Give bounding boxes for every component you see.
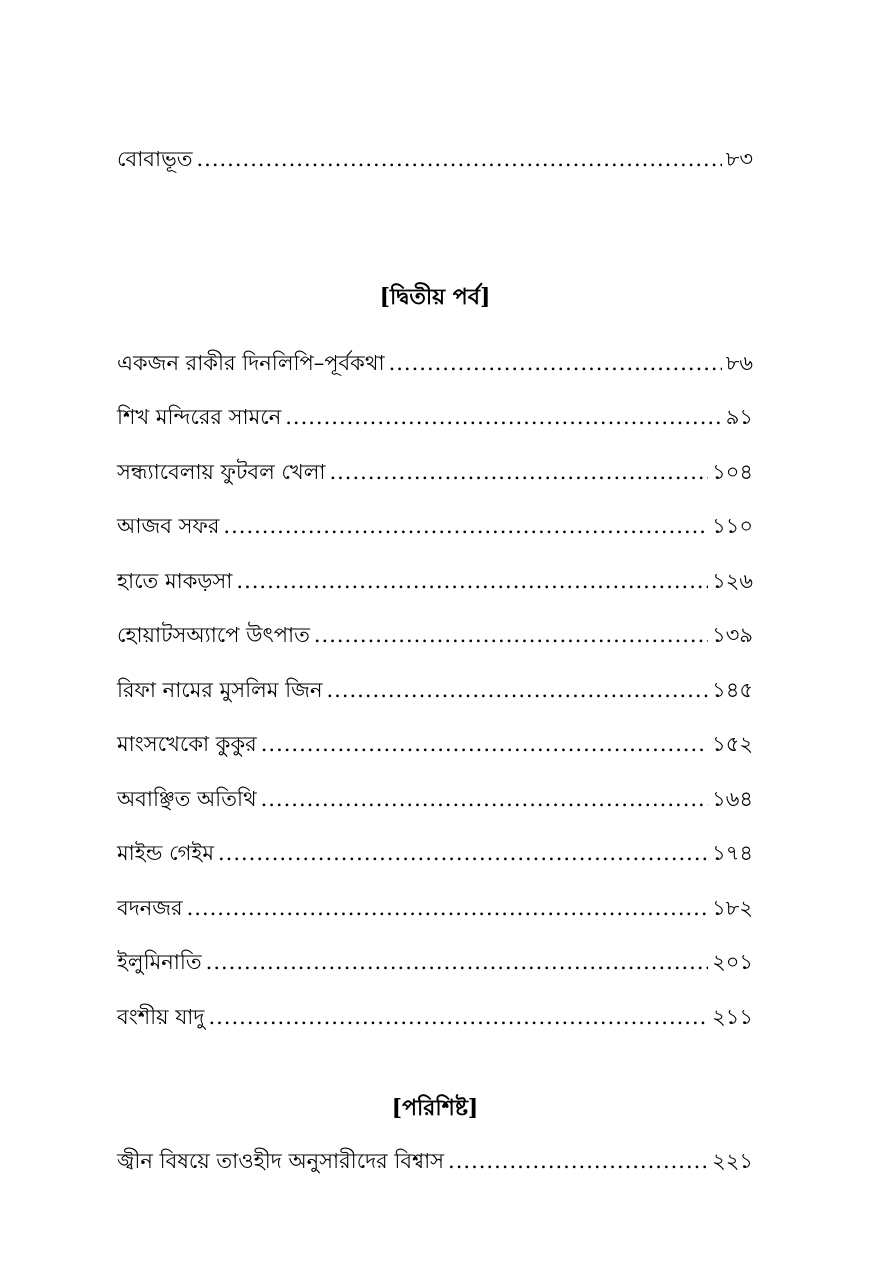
- toc-entry-page: ৮৩: [725, 147, 753, 171]
- dot-leader: [285, 400, 722, 434]
- dot-leader: [223, 509, 708, 543]
- dot-leader: [187, 891, 708, 925]
- toc-entry-page: ৯১: [725, 405, 753, 429]
- toc-entry-title: মাংসখেকো কুকুর: [117, 732, 257, 756]
- toc-entry-page: ১১০: [712, 514, 753, 538]
- toc-entry[interactable]: [117, 782, 753, 816]
- toc-entry-title: হাতে মাকড়সা: [117, 569, 233, 593]
- toc-entry-page: ১৮২: [712, 896, 753, 920]
- section-heading-second-part: [দ্বিতীয় পর্ব]: [379, 284, 491, 310]
- toc-entry-title: বোবাভূত: [117, 147, 193, 171]
- toc-entry-page: ১২৬: [712, 569, 753, 593]
- toc-entry-page: ১৭৪: [712, 841, 753, 865]
- dot-leader: [448, 1144, 708, 1178]
- toc-entry-page: ১৪৫: [712, 678, 753, 702]
- toc-entry-title: হোয়াটসঅ্যাপে উৎপাত: [117, 623, 310, 647]
- toc-entry-title: রিফা নামের মুসলিম জিন: [117, 678, 323, 702]
- toc-entry[interactable]: [117, 673, 753, 707]
- section-heading-appendix: [পরিশিষ্ট]: [391, 1095, 479, 1121]
- toc-entry[interactable]: [117, 891, 753, 925]
- toc-entry-title: বদনজর: [117, 896, 183, 920]
- dot-leader: [389, 346, 722, 380]
- toc-entry[interactable]: [117, 1144, 753, 1178]
- toc-entry-title: একজন রাকীর দিনলিপি–পূর্বকথা: [117, 351, 385, 375]
- toc-entry-page: ২০১: [712, 950, 753, 974]
- toc-entry-title: অবাঞ্ছিত অতিথি: [117, 787, 257, 811]
- dot-leader: [314, 618, 708, 652]
- toc-entry-page: ১৬৪: [712, 787, 753, 811]
- toc-entry[interactable]: [117, 509, 753, 543]
- dot-leader: [236, 564, 708, 598]
- toc-entry-page: ১৩৯: [712, 623, 753, 647]
- toc-entry-title: বংশীয় যাদু: [117, 1005, 205, 1029]
- toc-entry[interactable]: [117, 564, 753, 598]
- toc-entry-title: আজব সফর: [117, 514, 220, 538]
- toc-entry-title: সন্ধ্যাবেলায় ফুটবল খেলা: [117, 460, 326, 484]
- toc-entry[interactable]: [117, 455, 753, 489]
- dot-leader: [218, 836, 708, 870]
- toc-entry-title: ইলুমিনাতি: [117, 950, 202, 974]
- dot-leader: [206, 945, 708, 979]
- toc-entry-title: জ্বীন বিষয়ে তাওহীদ অনুসারীদের বিশ্বাস: [117, 1149, 445, 1173]
- dot-leader: [329, 455, 708, 489]
- toc-entry-page: ১০৪: [712, 460, 753, 484]
- dot-leader: [261, 782, 709, 816]
- toc-entry[interactable]: [117, 346, 753, 380]
- toc-entry[interactable]: [117, 836, 753, 870]
- toc-entry-page: ৮৬: [725, 351, 753, 375]
- toc-entry[interactable]: [117, 400, 753, 434]
- toc-entry-page: ১৫২: [712, 732, 753, 756]
- toc-entry-title: মাইন্ড গেইম: [117, 841, 214, 865]
- toc-entry-page: ২২১: [712, 1149, 753, 1173]
- toc-entry-bobabhut[interactable]: [117, 142, 753, 176]
- toc-entry[interactable]: [117, 1000, 753, 1034]
- toc-entry[interactable]: [117, 727, 753, 761]
- toc-entry[interactable]: [117, 618, 753, 652]
- toc-entry-title: শিখ মন্দিরের সামনে: [117, 405, 282, 429]
- toc-entry[interactable]: [117, 945, 753, 979]
- dot-leader: [326, 673, 708, 707]
- dot-leader: [261, 727, 708, 761]
- dot-leader: [208, 1000, 708, 1034]
- dot-leader: [196, 142, 721, 176]
- toc-entry-page: ২১১: [712, 1005, 753, 1029]
